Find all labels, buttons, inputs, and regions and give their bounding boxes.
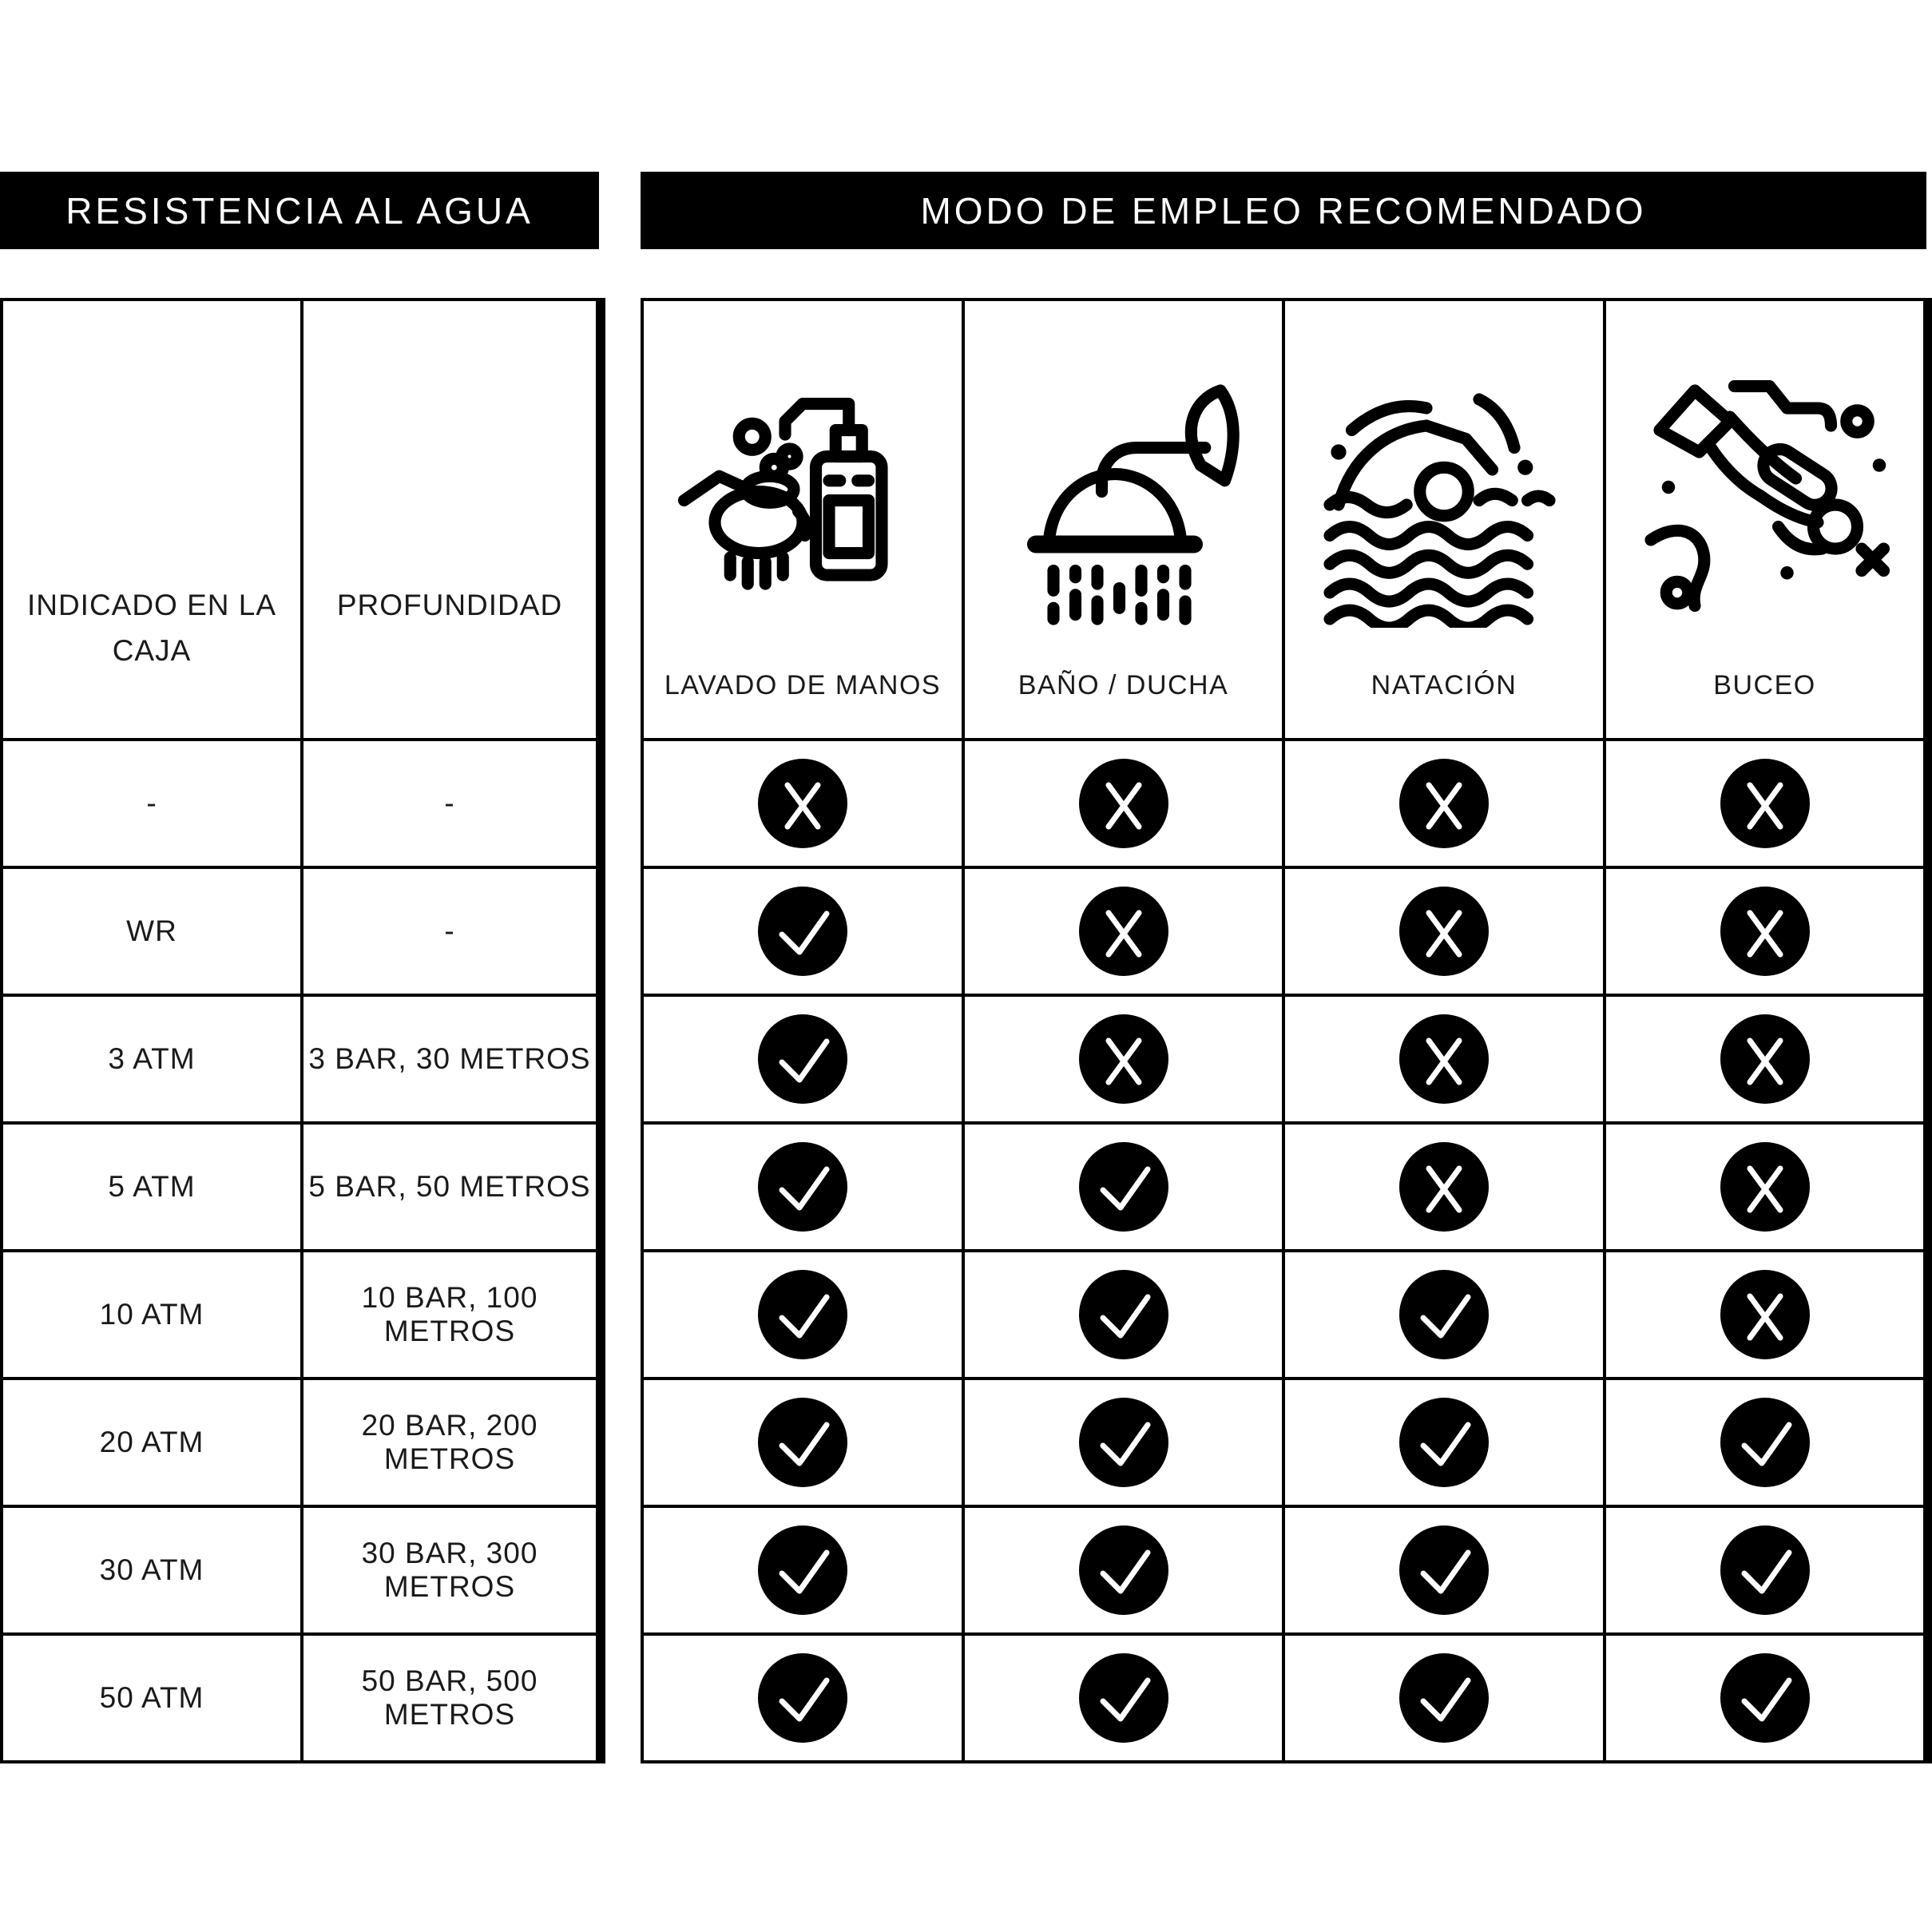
- cross-mark: [1720, 1014, 1810, 1104]
- cross-mark: [1399, 759, 1489, 848]
- mark-cell: [1606, 741, 1923, 866]
- atm-cell: -: [3, 741, 300, 866]
- mark-cell: [1606, 1636, 1923, 1760]
- cross-mark: [1720, 759, 1810, 848]
- cross-mark: [1720, 1142, 1810, 1232]
- atm-cell: 50 ATM: [3, 1636, 300, 1760]
- check-mark: [1720, 1525, 1810, 1615]
- depth-cell: 50 BAR, 500 METROS: [303, 1636, 596, 1760]
- recommended-use-table: [641, 298, 1932, 1763]
- check-mark: [1079, 1398, 1168, 1487]
- column-header-lavado-de-manos: [644, 301, 962, 738]
- depth-cell: 5 BAR, 50 METROS: [303, 1125, 596, 1249]
- check-mark: [758, 1525, 847, 1615]
- check-mark: [1720, 1398, 1810, 1487]
- depth-cell: 10 BAR, 100 METROS: [303, 1252, 596, 1377]
- mark-cell: [965, 997, 1282, 1121]
- swimming-icon: [1285, 301, 1603, 670]
- mark-cell: [1606, 1380, 1923, 1505]
- diving-icon: [1606, 301, 1923, 670]
- check-mark: [1399, 1398, 1489, 1487]
- column-header-natacion: [1285, 301, 1603, 738]
- mark-cell: [965, 1380, 1282, 1505]
- mark-cell: [644, 1125, 962, 1249]
- cross-mark: [1399, 1014, 1489, 1104]
- left-section-title: RESISTENCIA AL AGUA: [65, 189, 534, 232]
- cross-mark: [1720, 1270, 1810, 1359]
- mark-cell: [1606, 1125, 1923, 1249]
- atm-cell: 10 ATM: [3, 1252, 300, 1377]
- check-mark: [1399, 1525, 1489, 1615]
- cross-mark: [1399, 887, 1489, 976]
- mark-cell: [965, 1508, 1282, 1632]
- mark-cell: [1285, 997, 1603, 1121]
- atm-cell: 30 ATM: [3, 1508, 300, 1632]
- check-mark: [758, 1653, 847, 1743]
- mark-cell: [1606, 997, 1923, 1121]
- mark-cell: [1285, 1380, 1603, 1505]
- mark-cell: [1606, 1252, 1923, 1377]
- check-mark: [1079, 1142, 1168, 1232]
- mark-cell: [644, 1636, 962, 1760]
- column-label: BAÑO / DUCHA: [1018, 670, 1229, 700]
- column-label: NATACIÓN: [1371, 670, 1517, 700]
- handwash-icon: [644, 301, 962, 670]
- mark-cell: [965, 869, 1282, 994]
- check-mark: [1720, 1653, 1810, 1743]
- mark-cell: [965, 1125, 1282, 1249]
- cross-mark: [1399, 1142, 1489, 1232]
- check-mark: [758, 887, 847, 976]
- mark-cell: [965, 1636, 1282, 1760]
- depth-cell: 3 BAR, 30 METROS: [303, 997, 596, 1121]
- water-resistance-table: [0, 298, 605, 1763]
- column-header-profundidad: PROFUNDIDAD: [303, 301, 596, 738]
- left-section-header-bar: [0, 172, 599, 249]
- check-mark: [1079, 1525, 1168, 1615]
- atm-cell: 20 ATM: [3, 1380, 300, 1505]
- check-mark: [1079, 1270, 1168, 1359]
- atm-cell: 3 ATM: [3, 997, 300, 1121]
- column-label: BUCEO: [1713, 670, 1816, 700]
- atm-cell: 5 ATM: [3, 1125, 300, 1249]
- mark-cell: [1285, 1636, 1603, 1760]
- cross-mark: [1079, 1014, 1168, 1104]
- cross-mark: [1079, 887, 1168, 976]
- column-label: LAVADO DE MANOS: [664, 670, 942, 700]
- mark-cell: [1285, 1508, 1603, 1632]
- check-mark: [1079, 1653, 1168, 1743]
- mark-cell: [644, 1508, 962, 1632]
- check-mark: [758, 1014, 847, 1104]
- depth-cell: 20 BAR, 200 METROS: [303, 1380, 596, 1505]
- depth-cell: -: [303, 869, 596, 994]
- mark-cell: [644, 1252, 962, 1377]
- mark-cell: [965, 1252, 1282, 1377]
- mark-cell: [1285, 869, 1603, 994]
- shower-icon: [965, 301, 1282, 670]
- mark-cell: [644, 1380, 962, 1505]
- depth-cell: -: [303, 741, 596, 866]
- mark-cell: [1285, 1252, 1603, 1377]
- cross-mark: [758, 759, 847, 848]
- check-mark: [758, 1398, 847, 1487]
- cross-mark: [1720, 887, 1810, 976]
- check-mark: [1399, 1653, 1489, 1743]
- mark-cell: [1285, 741, 1603, 866]
- right-section-header-bar: [641, 172, 1926, 249]
- check-mark: [758, 1142, 847, 1232]
- mark-cell: [965, 741, 1282, 866]
- mark-cell: [1285, 1125, 1603, 1249]
- mark-cell: [1606, 869, 1923, 994]
- atm-cell: WR: [3, 869, 300, 994]
- mark-cell: [644, 997, 962, 1121]
- check-mark: [1399, 1270, 1489, 1359]
- column-header-caja: INDICADO EN LA CAJA: [3, 301, 300, 738]
- cross-mark: [1079, 759, 1168, 848]
- mark-cell: [644, 869, 962, 994]
- check-mark: [758, 1270, 847, 1359]
- column-header-bano-ducha: [965, 301, 1282, 738]
- mark-cell: [644, 741, 962, 866]
- depth-cell: 30 BAR, 300 METROS: [303, 1508, 596, 1632]
- right-section-title: MODO DE EMPLEO RECOMENDADO: [920, 189, 1647, 232]
- column-header-buceo: [1606, 301, 1923, 738]
- mark-cell: [1606, 1508, 1923, 1632]
